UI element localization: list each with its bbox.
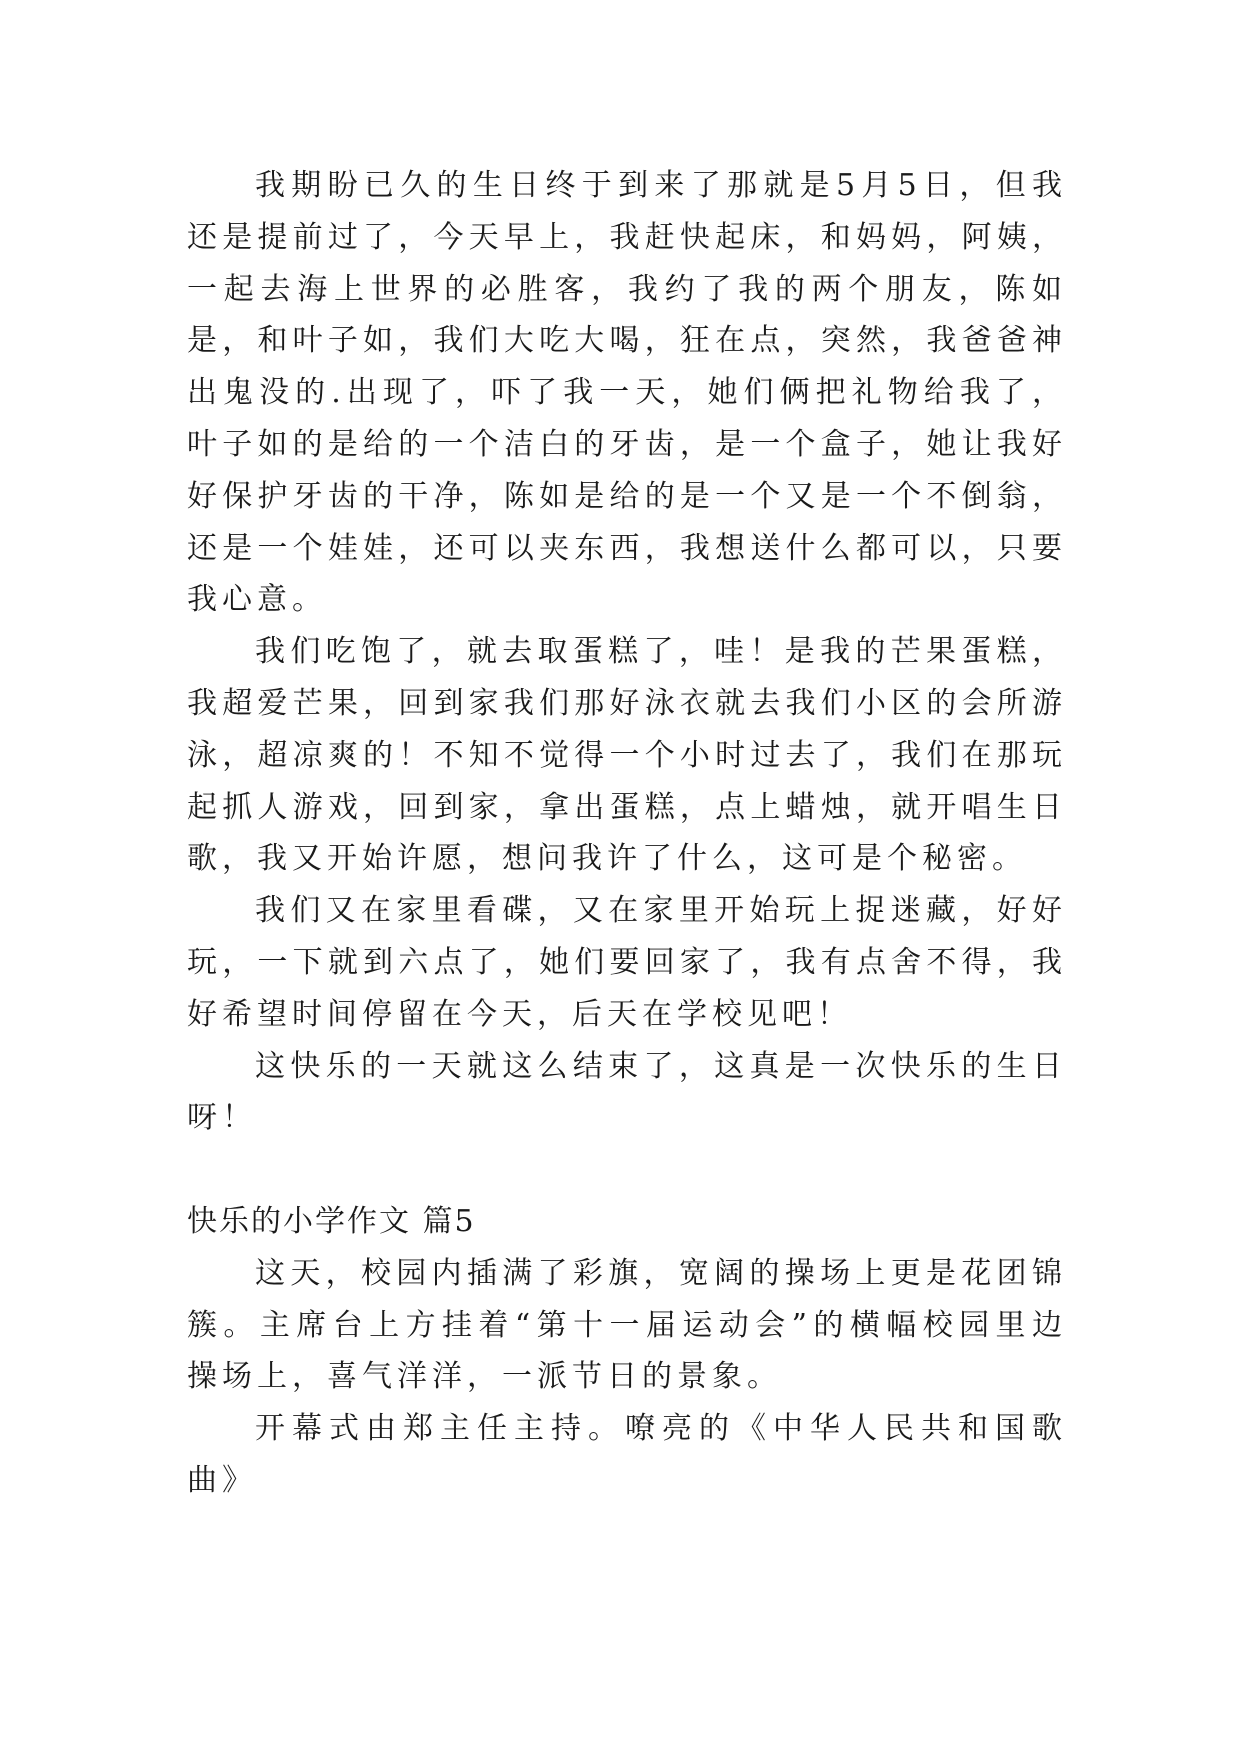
section-title: 快乐的小学作文 篇5 <box>187 1203 476 1239</box>
document-body <box>187 160 1067 1507</box>
paragraph-birthday-1: 我期盼已久的生日终于到来了那就是5月5日，但我还是提前过了，今天早上，我赶快起床，和妈妈，阿姨，一起去海上世界的必胜客，我约了我的两个朋友，陈如是，和叶子如，我们大吃大喝，狂在点，突然，我爸爸神出鬼没的.出现了，吓了我一天，她们俩把礼物给我了，叶子如的是给的一个洁白的牙齿，是一个盒子，她让我好好保护牙齿的干净，陈如是给的是一个又是一个不倒翁，还是一个娃娃，还可以夹东西，我想送什么都可以，只要我心意。 <box>187 168 1067 618</box>
paragraph-sports-1: 这天，校园内插满了彩旗，宽阔的操场上更是花团锦簇。主席台上方挂着“第十一届运动会”的横幅校园里边操场上，喜气洋洋，一派节日的景象。 <box>187 1255 1067 1395</box>
paragraph-birthday-2: 我们吃饱了，就去取蛋糕了，哇！是我的芒果蛋糕，我超爱芒果，回到家我们那好泳衣就去我们小区的会所游泳，超凉爽的！不知不觉得一个小时过去了，我们在那玩起抓人游戏，回到家，拿出蛋糕，点上蜡烛，就开唱生日歌，我又开始许愿，想问我许了什么，这可是个秘密。 <box>187 634 1067 877</box>
paragraph-sports-2: 开幕式由郑主任主持。嘹亮的《中华人民共和国歌曲》 <box>187 1411 1067 1498</box>
paragraph-birthday-3: 我们又在家里看碟，又在家里开始玩上捉迷藏，好好玩，一下就到六点了，她们要回家了，我有点舍不得，我好希望时间停留在今天，后天在学校见吧！ <box>187 893 1067 1032</box>
paragraph-birthday-4: 这快乐的一天就这么结束了，这真是一次快乐的生日呀！ <box>187 1048 1067 1136</box>
